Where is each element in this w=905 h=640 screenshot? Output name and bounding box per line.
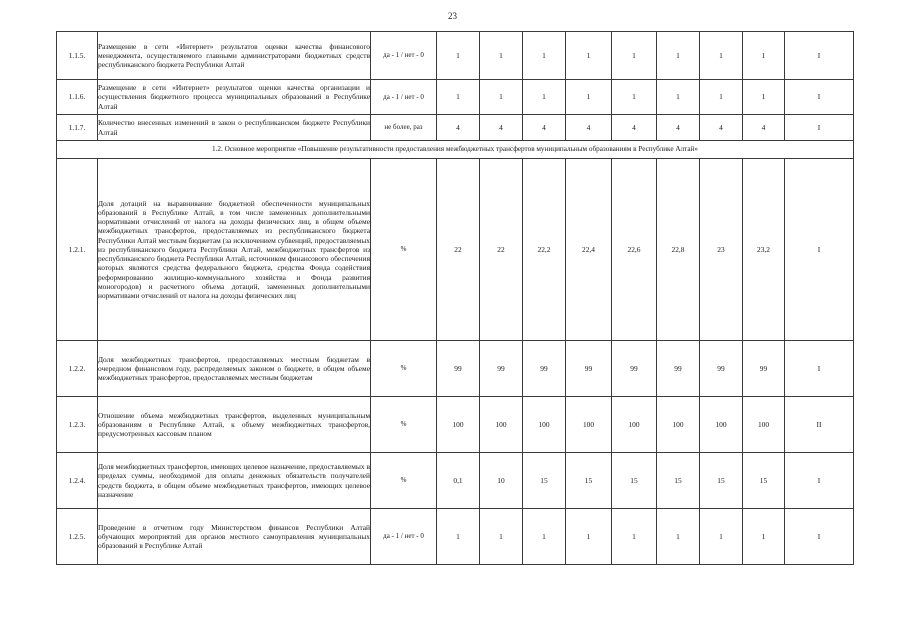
indicator-value: 4	[437, 115, 480, 141]
indicator-value: 1	[480, 509, 523, 565]
indicator-value: 23	[700, 159, 743, 341]
indicator-value: 1	[480, 80, 523, 115]
indicator-value: 4	[612, 115, 657, 141]
indicator-value: 100	[437, 397, 480, 453]
indicator-value: 99	[480, 341, 523, 397]
unit-of-measure: не более, раз	[371, 115, 437, 141]
row-number: 1.2.1.	[57, 159, 98, 341]
indicator-value: 1	[480, 32, 523, 80]
indicator-value: 99	[700, 341, 743, 397]
indicator-description: Количество внесенных изменений в закон о республиканском бюджете Республики Алтай	[98, 115, 371, 141]
indicator-category: I	[785, 453, 854, 509]
section-header-row	[57, 141, 854, 159]
indicator-value: 4	[566, 115, 612, 141]
indicator-category: I	[785, 80, 854, 115]
table-row	[57, 341, 854, 397]
indicator-value: 1	[700, 32, 743, 80]
indicator-description: Размещение в сети «Интернет» результатов оценки качества организации и осуществления бюджетного процесса муниципальных образований в Республике Алтай	[98, 80, 371, 115]
row-number: 1.2.4.	[57, 453, 98, 509]
row-number: 1.2.2.	[57, 341, 98, 397]
indicator-value: 4	[700, 115, 743, 141]
indicator-value: 10	[480, 453, 523, 509]
indicator-value: 15	[700, 453, 743, 509]
row-number: 1.1.5.	[57, 32, 98, 80]
indicator-value: 15	[612, 453, 657, 509]
indicator-value: 1	[700, 80, 743, 115]
indicator-description: Доля дотаций на выравнивание бюджетной обеспеченности муниципальных образований в Республике Алтай, в том числе замененных дополнительными нормативами отчислений от налога на доходы физических лиц, в общем объеме межбюджетных трансфертов, предоставляемых из республиканского бюджета Республики Алтай местным бюджетам (за исключением субвенций, предоставляемых из республиканского бюджета Республики Алтай, межбюджетных трансфертов из республиканского бюджета Республики Алтай, источником финансового обеспечения которых являются средства федерального бюджета, средства Фонда содействия реформированию жилищно-коммунального хозяйства и Фонда развития моногородов) и расчетного объема дотаций, замененных дополнительными нормативами отчислений от налога на доходы физических лиц	[98, 159, 371, 341]
unit-of-measure: %	[371, 453, 437, 509]
indicator-category: I	[785, 159, 854, 341]
indicator-value: 22,4	[566, 159, 612, 341]
indicator-value: 99	[743, 341, 785, 397]
indicator-value: 100	[523, 397, 566, 453]
indicator-value: 100	[743, 397, 785, 453]
indicator-description: Доля межбюджетных трансфертов, имеющих целевое назначение, предоставляемых в пределах суммы, необходимой для оплаты денежных обязательств получателей средств бюджета, в общем объеме межбюджетных трансфертов, имеющих целевое назначение	[98, 453, 371, 509]
table-row	[57, 115, 854, 141]
table-row	[57, 397, 854, 453]
indicator-description: Отношение объема межбюджетных трансфертов, выделенных муниципальным образованиям в Республике Алтай, к объему межбюджетных трансфертов, предусмотренных кассовым планом	[98, 397, 371, 453]
indicator-value: 99	[437, 341, 480, 397]
unit-of-measure: да - 1 / нет - 0	[371, 509, 437, 565]
indicator-value: 4	[523, 115, 566, 141]
indicator-value: 1	[612, 32, 657, 80]
indicator-value: 1	[437, 80, 480, 115]
row-number: 1.2.5.	[57, 509, 98, 565]
indicator-category: I	[785, 341, 854, 397]
indicator-value: 100	[700, 397, 743, 453]
indicator-category: I	[785, 32, 854, 80]
indicator-value: 4	[480, 115, 523, 141]
indicator-value: 15	[743, 453, 785, 509]
indicator-value: 100	[480, 397, 523, 453]
unit-of-measure: %	[371, 159, 437, 341]
indicator-description: Размещение в сети «Интернет» результатов оценки качества финансового менеджмента, осуществляемого главными администраторами бюджетных средств республиканского бюджета Республики Алтай	[98, 32, 371, 80]
indicator-value: 1	[566, 32, 612, 80]
indicator-value: 1	[743, 32, 785, 80]
section-title: 1.2. Основное мероприятие «Повышение результативности предоставления межбюджетных трансфертов муниципальным образованиям в Республике Алтай»	[57, 141, 854, 159]
indicator-value: 1	[523, 32, 566, 80]
indicator-value: 99	[523, 341, 566, 397]
indicator-value: 1	[700, 509, 743, 565]
indicator-value: 22,8	[657, 159, 700, 341]
unit-of-measure: %	[371, 341, 437, 397]
indicator-value: 1	[566, 509, 612, 565]
unit-of-measure: да - 1 / нет - 0	[371, 80, 437, 115]
rows-before-section	[57, 32, 854, 141]
row-number: 1.2.3.	[57, 397, 98, 453]
indicator-value: 4	[657, 115, 700, 141]
indicator-value: 4	[743, 115, 785, 141]
indicator-description: Проведение в отчетном году Министерством финансов Республики Алтай обучающих мероприятий для органов местного самоуправления муниципальных образований в Республике Алтай	[98, 509, 371, 565]
indicator-value: 1	[566, 80, 612, 115]
indicator-value: 99	[566, 341, 612, 397]
indicator-value: 22	[480, 159, 523, 341]
table-row	[57, 509, 854, 565]
indicator-value: 15	[523, 453, 566, 509]
indicator-value: 0,1	[437, 453, 480, 509]
indicator-value: 1	[657, 509, 700, 565]
indicator-value: 1	[523, 80, 566, 115]
indicator-value: 22,2	[523, 159, 566, 341]
indicator-value: 99	[612, 341, 657, 397]
indicator-value: 100	[612, 397, 657, 453]
indicator-value: 15	[566, 453, 612, 509]
table-row	[57, 32, 854, 80]
indicator-value: 23,2	[743, 159, 785, 341]
indicator-value: 100	[566, 397, 612, 453]
indicator-value: 1	[437, 509, 480, 565]
indicator-value: 1	[612, 509, 657, 565]
unit-of-measure: да - 1 / нет - 0	[371, 32, 437, 80]
table-row	[57, 80, 854, 115]
indicator-value: 1	[743, 80, 785, 115]
indicator-value: 1	[612, 80, 657, 115]
unit-of-measure: %	[371, 397, 437, 453]
indicator-value: 1	[657, 32, 700, 80]
rows-after-section	[57, 159, 854, 565]
indicator-value: 22	[437, 159, 480, 341]
table-row	[57, 159, 854, 341]
indicator-value: 15	[657, 453, 700, 509]
indicator-category: I	[785, 115, 854, 141]
indicator-category: II	[785, 397, 854, 453]
table-row	[57, 453, 854, 509]
indicator-value: 1	[657, 80, 700, 115]
indicator-value: 22,6	[612, 159, 657, 341]
indicators-table	[56, 31, 854, 565]
row-number: 1.1.7.	[57, 115, 98, 141]
indicator-value: 1	[743, 509, 785, 565]
indicator-value: 1	[523, 509, 566, 565]
row-number: 1.1.6.	[57, 80, 98, 115]
page-number: 23	[448, 11, 457, 21]
indicator-value: 1	[437, 32, 480, 80]
indicator-value: 100	[657, 397, 700, 453]
section-1-2	[57, 141, 854, 159]
indicator-category: I	[785, 509, 854, 565]
indicator-value: 99	[657, 341, 700, 397]
indicator-description: Доля межбюджетных трансфертов, предоставляемых местным бюджетам в очередном финансовом году, распределяемых законом о бюджете, в общем объеме межбюджетных трансфертов, предоставляемых местным бюджетам	[98, 341, 371, 397]
